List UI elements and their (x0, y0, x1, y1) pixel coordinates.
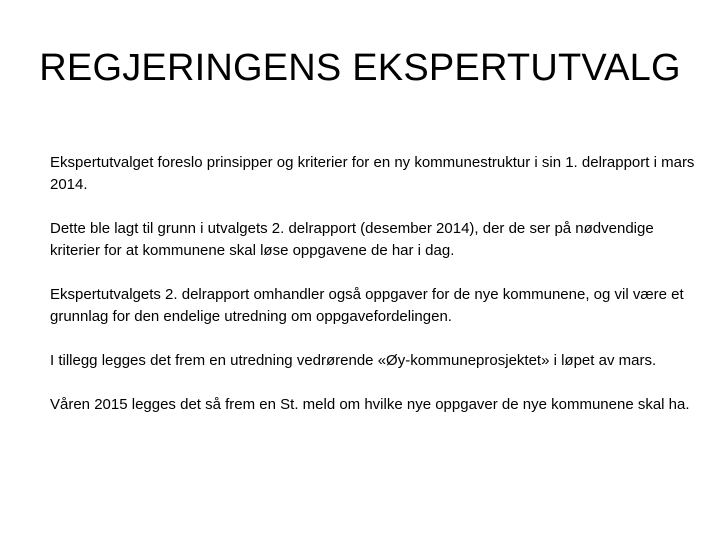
slide-title: REGJERINGENS EKSPERTUTVALG (39, 47, 681, 89)
paragraph-4: I tillegg legges det frem en utredning vedrørende «Øy-kommuneprosjektet» i løpet av mars. (50, 352, 657, 369)
slide-body (50, 152, 698, 438)
paragraph-5: Våren 2015 legges det så frem en St. meld om hvilke nye oppgaver de nye kommunene skal ha. (50, 396, 690, 413)
paragraph-1: Ekspertutvalget foreslo prinsipper og kriterier for en ny kommunestruktur i sin 1. delrapport i mars 2014. (50, 154, 695, 193)
paragraph-2: Dette ble lagt til grunn i utvalgets 2. delrapport (desember 2014), der de ser på nødvendige kriterier for at kommunene skal løse oppgavene de har i dag. (50, 220, 654, 259)
paragraph-3: Ekspertutvalgets 2. delrapport omhandler også oppgaver for de nye kommunene, og vil være et grunnlag for den endelige utredning om oppgavefordelingen. (50, 286, 684, 325)
